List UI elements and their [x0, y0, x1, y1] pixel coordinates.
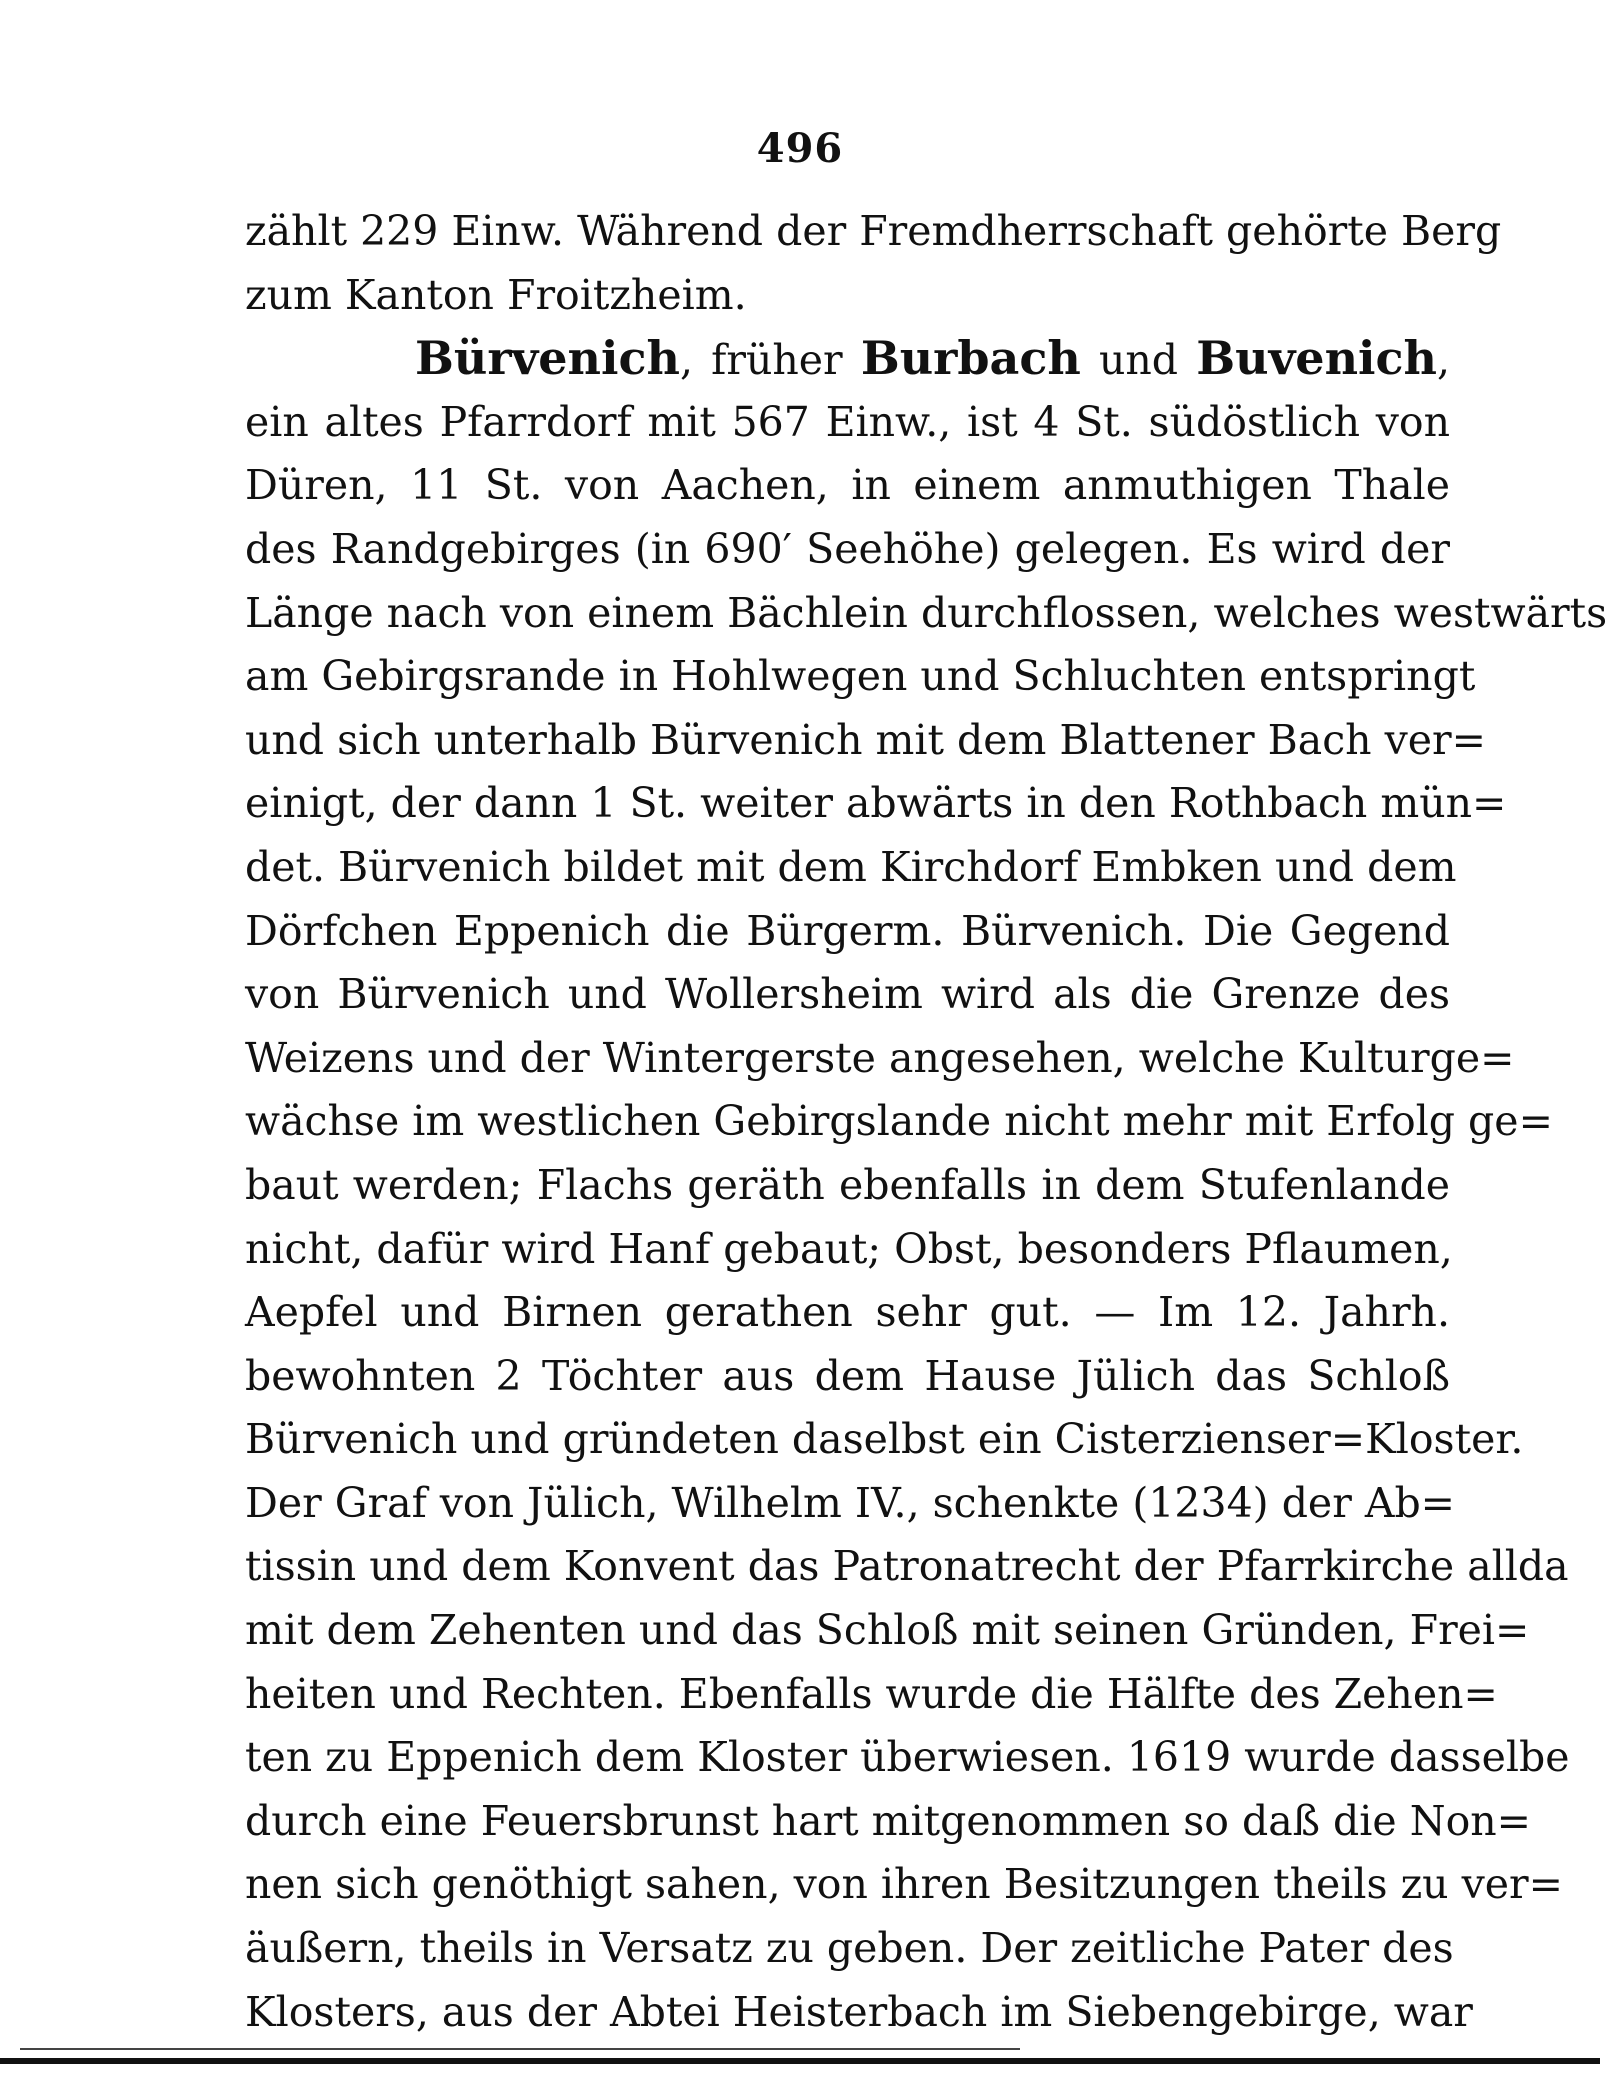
text-line: nen sich genöthigt sahen, von ihren Besitzungen theils zu ver=	[245, 1860, 1563, 1909]
text-line: tissin und dem Konvent das Patronatrecht der Pfarrkirche allda	[245, 1542, 1569, 1591]
text-line: ten zu Eppenich dem Kloster überwiesen. 1619 wurde dasselbe	[245, 1733, 1570, 1782]
text-line: äußern, theils in Versatz zu geben. Der zeitliche Pater des	[245, 1924, 1454, 1973]
text-line: heiten und Rechten. Ebenfalls wurde die Hälfte des Zehen=	[245, 1669, 1498, 1718]
text-line: Düren, 11 St. von Aachen, in einem anmuthigen Thale	[245, 461, 1450, 510]
text-line: Bürvenich und gründeten daselbst ein Cisterzienser=Kloster.	[245, 1415, 1524, 1464]
text-line: Klosters, aus der Abtei Heisterbach im Siebengebirge, war	[245, 1987, 1473, 2036]
text-line: Der Graf von Jülich, Wilhelm IV., schenkte (1234) der Ab=	[245, 1478, 1456, 1527]
text-line: Aepfel und Birnen gerathen sehr gut. — Im 12. Jahrh.	[245, 1288, 1450, 1337]
alternate-name: Burbach	[860, 331, 1081, 386]
text-line: und sich unterhalb Bürvenich mit dem Blattener Bach ver=	[245, 715, 1486, 764]
text-line: Länge nach von einem Bächlein durchflossen, welches westwärts	[245, 588, 1607, 637]
text-line: baut werden; Flachs geräth ebenfalls in dem Stufenlande	[245, 1160, 1450, 1209]
text-line: von Bürvenich und Wollersheim wird als die Grenze des	[245, 970, 1450, 1019]
entry-heading: Bürvenich	[415, 331, 680, 386]
text-line: nicht, dafür wird Hanf gebaut; Obst, besonders Pflaumen,	[245, 1224, 1453, 1273]
text-line: des Randgebirges (in 690′ Seehöhe) gelegen. Es wird der	[245, 524, 1450, 573]
text-line: Weizens und der Wintergerste angesehen, welche Kulturge=	[245, 1033, 1515, 1082]
text-line: am Gebirgsrande in Hohlwegen und Schluchten entspringt	[245, 652, 1476, 701]
text-fragment: ,	[1436, 336, 1450, 385]
text-line: Dörfchen Eppenich die Bürgerm. Bürvenich. Die Gegend	[245, 906, 1450, 955]
text-fragment: und	[1080, 336, 1197, 385]
page-number: 496	[756, 125, 844, 172]
bottom-edge-line	[20, 2048, 1020, 2050]
bottom-rule	[0, 2058, 1600, 2064]
entry-heading-line	[245, 327, 1450, 391]
alternate-name: Buvenich	[1196, 331, 1437, 386]
text-line: durch eine Feuersbrunst hart mitgenommen so daß die Non=	[245, 1796, 1532, 1845]
text-line: wächse im westlichen Gebirgslande nicht mehr mit Erfolg ge=	[245, 1097, 1553, 1146]
text-fragment: , früher	[679, 336, 861, 385]
text-line: det. Bürvenich bildet mit dem Kirchdorf Embken und dem	[245, 842, 1457, 891]
text-line: zum Kanton Froitzheim.	[245, 270, 747, 319]
body-text	[245, 200, 1607, 2044]
text-line: zählt 229 Einw. Während der Fremdherrschaft gehörte Berg	[245, 207, 1502, 255]
text-line: einigt, der dann 1 St. weiter abwärts in den Rothbach mün=	[245, 779, 1507, 828]
text-line: bewohnten 2 Töchter aus dem Hause Jülich das Schloß	[245, 1351, 1450, 1400]
text-line: mit dem Zehenten und das Schloß mit seinen Gründen, Frei=	[245, 1606, 1530, 1655]
text-line: ein altes Pfarrdorf mit 567 Einw., ist 4 St. südöstlich von	[245, 397, 1450, 446]
